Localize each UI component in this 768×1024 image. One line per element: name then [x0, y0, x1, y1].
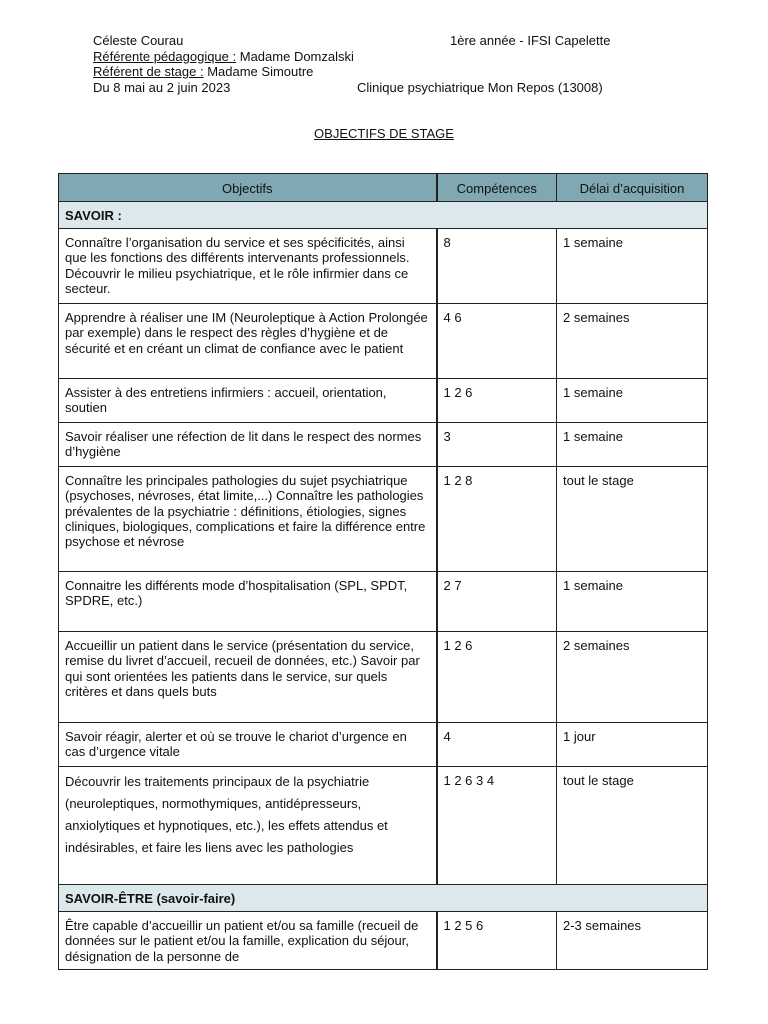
objective-cell: Être capable d’accueillir un patient et/ou sa famille (recueil de données sur le patient et/ou la famille, explication du séjour, désignation de la personne de [59, 912, 437, 970]
stage-place: Clinique psychiatrique Mon Repos (13008) [357, 79, 603, 95]
competences-cell: 1 2 8 [437, 467, 557, 572]
competences-cell: 1 2 6 [437, 379, 557, 423]
ref-stage-value: Madame Simoutre [207, 64, 314, 79]
competences-cell: 1 2 6 3 4 [437, 767, 557, 885]
objective-cell: Connaitre les différents mode d’hospitalisation (SPL, SPDT, SPDRE, etc.) [59, 572, 437, 632]
delay-cell: tout le stage [557, 767, 708, 885]
competences-cell: 2 7 [437, 572, 557, 632]
ref-stage-label: Référent de stage : [93, 64, 204, 79]
delay-cell: 1 jour [557, 723, 708, 767]
year-school: 1ère année - IFSI Capelette [450, 33, 611, 48]
objective-cell: Apprendre à réaliser une IM (Neuroleptique à Action Prolongée par exemple) dans le respect des règles d’hygiène et de sécurité et en créant un climat de confiance avec le patient [59, 304, 437, 379]
objective-cell: Savoir réagir, alerter et où se trouve le chariot d’urgence en cas d’urgence vitale [59, 723, 437, 767]
table-row [59, 723, 708, 767]
table-header-row [59, 174, 708, 202]
table-row [59, 767, 708, 885]
table-row [59, 379, 708, 423]
delay-cell: 1 semaine [557, 572, 708, 632]
competences-cell: 8 [437, 229, 557, 304]
competences-cell: 4 6 [437, 304, 557, 379]
objective-cell: Assister à des entretiens infirmiers : accueil, orientation, soutien [59, 379, 437, 423]
column-header-objectives: Objectifs [59, 174, 437, 202]
header-row-4 [93, 80, 633, 96]
competences-cell: 1 2 5 6 [437, 912, 557, 970]
table-row [59, 912, 708, 970]
objectives-table [58, 173, 708, 970]
objective-cell: Accueillir un patient dans le service (présentation du service, remise du livret d’accueil, recueil de données, etc.) Savoir par qui sont orientées les patients dans le service, sur quels critères et dans quels buts [59, 632, 437, 723]
delay-cell: 1 semaine [557, 379, 708, 423]
page-title: OBJECTIFS DE STAGE [314, 126, 454, 141]
objective-cell: Connaître les principales pathologies du sujet psychiatrique (psychoses, névroses, état limite,...) Connaître les pathologies prévalentes de la psychiatrie : définitions, étiologies, signes cliniques, biologiques, complications et faire la différence entre psychose et névrose [59, 467, 437, 572]
table-row [59, 304, 708, 379]
ref-peda-value: Madame Domzalski [239, 48, 354, 64]
competences-cell: 3 [437, 423, 557, 467]
table-row [59, 572, 708, 632]
header-row-1 [93, 33, 633, 49]
section-label: SAVOIR : [59, 202, 708, 229]
delay-cell: 1 semaine [557, 423, 708, 467]
delay-cell: 2-3 semaines [557, 912, 708, 970]
student-name: Céleste Courau [93, 33, 184, 48]
objective-cell: Découvrir les traitements principaux de la psychiatrie (neuroleptiques, normothymiques, antidépresseurs, anxiolytiques et hypnotiques, etc.), les effets attendus et indésirables, et faire les liens avec les pathologies [59, 767, 437, 885]
delay-cell: 2 semaines [557, 304, 708, 379]
table-row [59, 423, 708, 467]
header-row-3 [93, 64, 633, 80]
section-row-savoir [59, 202, 708, 229]
competences-cell: 1 2 6 [437, 632, 557, 723]
section-row-savoir-etre [59, 885, 708, 912]
objective-cell: Connaître l’organisation du service et ses spécificités, ainsi que les fonctions des différents intervenants professionnels. Découvrir le milieu psychiatrique, et le rôle infirmier dans ce secteur. [59, 229, 437, 304]
delay-cell: tout le stage [557, 467, 708, 572]
delay-cell: 2 semaines [557, 632, 708, 723]
table-row [59, 632, 708, 723]
delay-cell: 1 semaine [557, 229, 708, 304]
table-row [59, 467, 708, 572]
column-header-competences: Compétences [437, 174, 557, 202]
header-row-2 [93, 49, 633, 65]
section-label: SAVOIR-ÊTRE (savoir-faire) [59, 885, 708, 912]
column-header-delay: Délai d’acquisition [557, 174, 708, 202]
table-row [59, 229, 708, 304]
objective-cell: Savoir réaliser une réfection de lit dans le respect des normes d’hygiène [59, 423, 437, 467]
document-header [93, 33, 633, 95]
stage-dates: Du 8 mai au 2 juin 2023 [93, 79, 231, 95]
ref-peda-label: Référente pédagogique : [93, 48, 237, 64]
competences-cell: 4 [437, 723, 557, 767]
